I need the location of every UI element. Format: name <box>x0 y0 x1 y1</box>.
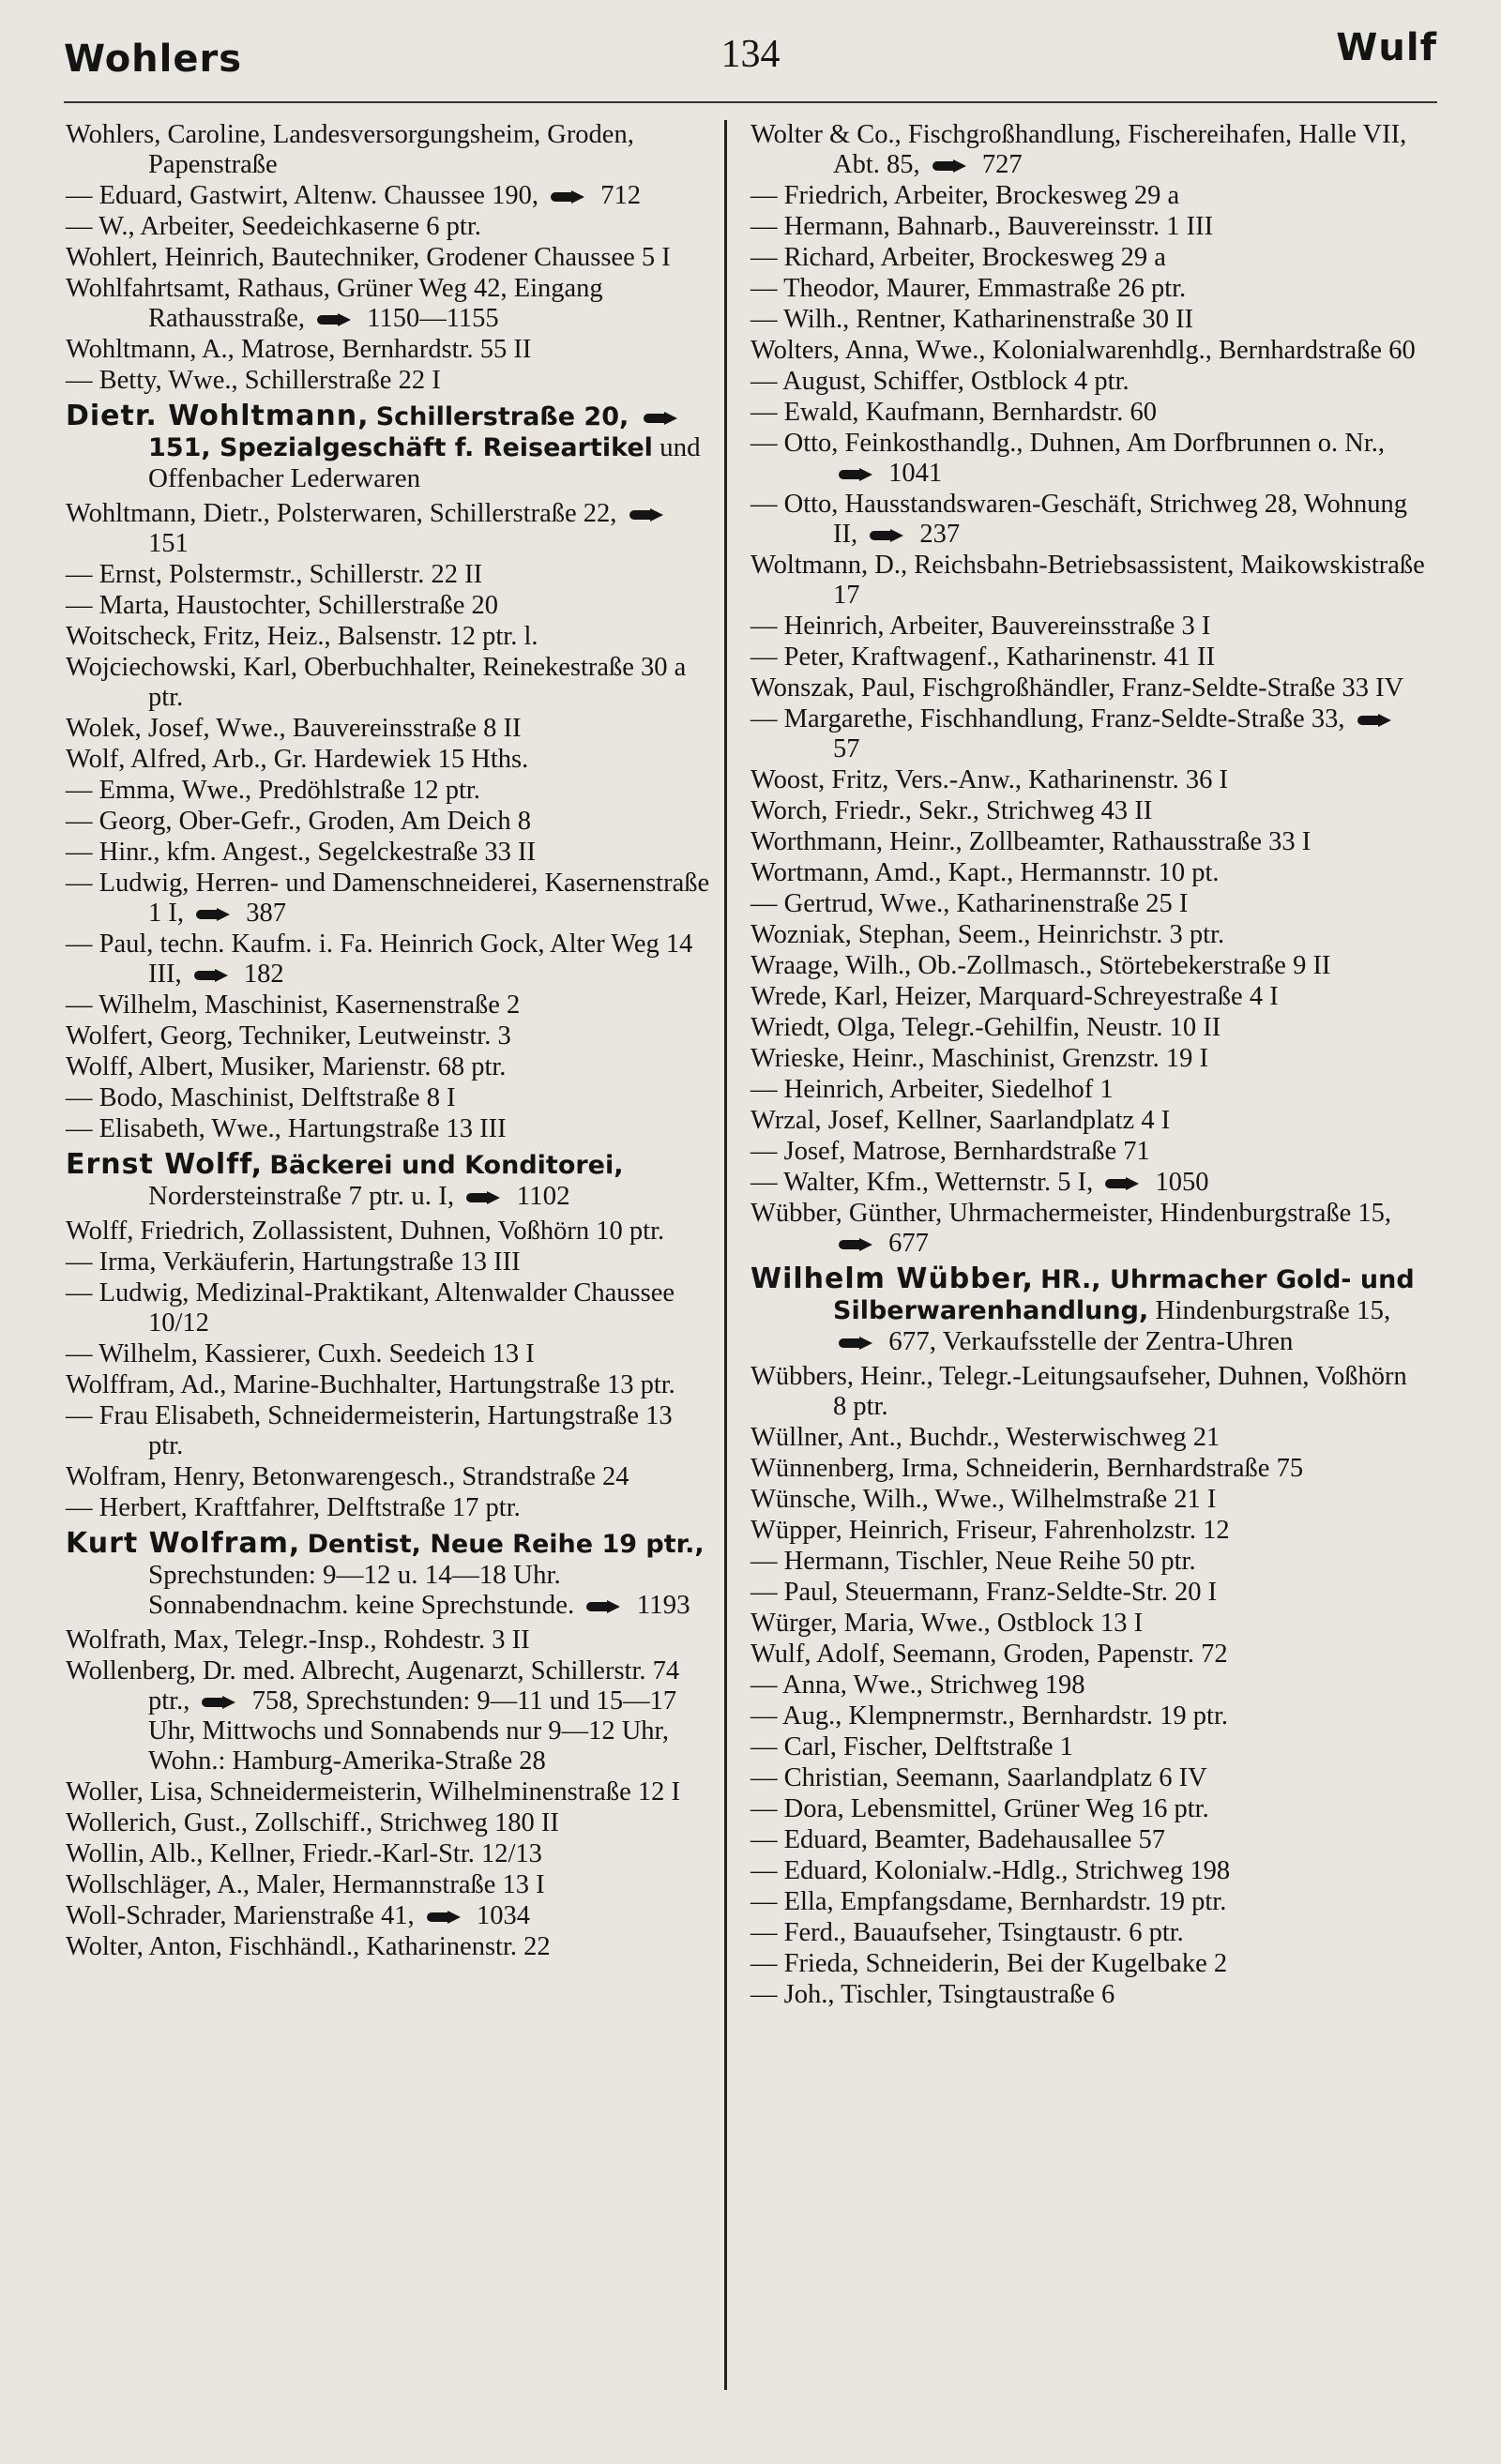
business-name: Ernst Wolff, <box>66 1148 264 1181</box>
directory-entry: — Frau Elisabeth, Schneidermeisterin, Hartungstraße 13 ptr. <box>66 1401 673 1460</box>
directory-entry: — Theodor, Maurer, Emmastraße 26 ptr. <box>750 274 1187 303</box>
directory-entry: Wolter & Co., Fischgroßhandlung, Fischereihafen, Halle VII, Abt. 85, 727 <box>750 120 1407 179</box>
directory-entry: Worch, Friedr., Sekr., Strichweg 43 II <box>750 796 1153 825</box>
telephone-icon <box>586 1599 624 1614</box>
directory-entry: — Hermann, Tischler, Neue Reihe 50 ptr. <box>750 1547 1196 1576</box>
left-column <box>66 120 713 1963</box>
directory-entry: Wolter, Anton, Fischhändl., Katharinenstr. 22 <box>66 1932 551 1961</box>
directory-entry: Wollerich, Gust., Zollschiff., Strichweg 180 II <box>66 1808 559 1837</box>
business-name: Kurt Wolfram, <box>66 1527 301 1560</box>
directory-entry: — Margarethe, Fischhandlung, Franz-Seldte-Straße 33, 57 <box>750 704 1426 764</box>
telephone-icon <box>870 528 907 543</box>
business-detail: Hindenburgstraße 15, 677, Verkaufsstelle der Zentra-Uhren <box>833 1295 1390 1356</box>
directory-entry: — Betty, Wwe., Schillerstraße 22 I <box>66 366 441 395</box>
page-number: 134 <box>720 33 781 76</box>
directory-entry: — Richard, Arbeiter, Brockesweg 29 a <box>750 243 1166 272</box>
directory-entry: Wohltmann, A., Matrose, Bernhardstr. 55 II <box>66 335 532 364</box>
business-detail-bold: Dentist, Neue Reihe 19 ptr., <box>307 1530 705 1559</box>
directory-entry: Wüllner, Ant., Buchdr., Westerwischweg 21 <box>750 1423 1221 1452</box>
directory-entry: — Eduard, Gastwirt, Altenw. Chaussee 190, 712 <box>66 181 641 210</box>
business-detail: Nordersteinstraße 7 ptr. u. I, 1102 <box>148 1181 570 1211</box>
directory-entry: — Carl, Fischer, Delftstraße 1 <box>750 1732 1073 1761</box>
telephone-icon <box>317 312 355 327</box>
directory-entry: Wolfrath, Max, Telegr.-Insp., Rohdestr. 3 II <box>66 1625 530 1655</box>
directory-entry: Woitscheck, Fritz, Heiz., Balsenstr. 12 ptr. l. <box>66 622 538 651</box>
directory-entry: Wüpper, Heinrich, Friseur, Fahrenholzstr. 12 <box>750 1516 1230 1545</box>
directory-entry: Wozniak, Stephan, Seem., Heinrichstr. 3 ptr. <box>750 920 1225 949</box>
directory-entry: — Joh., Tischler, Tsingtaustraße 6 <box>750 1980 1115 2009</box>
directory-entry: — Walter, Kfm., Wetternstr. 5 I, 1050 <box>750 1168 1209 1197</box>
directory-entry: Wonszak, Paul, Fischgroßhändler, Franz-Seldte-Straße 33 IV <box>750 673 1404 703</box>
directory-entry: Wojciechowski, Karl, Oberbuchhalter, Reinekestraße 30 a ptr. <box>66 653 687 712</box>
directory-entry: Wolf, Alfred, Arb., Gr. Hardewiek 15 Hths. <box>66 745 529 774</box>
directory-entry: Wohlers, Caroline, Landesversorgungsheim, Groden, Papenstraße <box>66 120 634 179</box>
directory-entry: Wohltmann, Dietr., Polsterwaren, Schillerstraße 22, 151 <box>66 499 713 559</box>
directory-entry: Wollschläger, A., Maler, Hermannstraße 13 I <box>66 1870 545 1899</box>
directory-entry: Wollin, Alb., Kellner, Friedr.-Karl-Str. 12/13 <box>66 1839 542 1868</box>
directory-entry: — Eduard, Kolonialw.-Hdlg., Strichweg 198 <box>750 1856 1231 1885</box>
directory-entry: Wünnenberg, Irma, Schneiderin, Bernhardstraße 75 <box>750 1454 1304 1483</box>
telephone-icon <box>202 1695 239 1710</box>
header-last-name: Wulf <box>1336 26 1437 69</box>
telephone-icon <box>427 1910 464 1925</box>
header-rule <box>64 101 1437 103</box>
directory-entry: — Peter, Kraftwagenf., Katharinenstr. 41 II <box>750 642 1216 672</box>
directory-entry: Wortmann, Amd., Kapt., Hermannstr. 10 pt. <box>750 858 1220 887</box>
telephone-icon <box>629 507 667 522</box>
directory-entry: Worthmann, Heinr., Zollbeamter, Rathausstraße 33 I <box>750 827 1311 856</box>
directory-entry: Wolek, Josef, Wwe., Bauvereinsstraße 8 II <box>66 714 522 743</box>
directory-entry: Wohlfahrtsamt, Rathaus, Grüner Weg 42, Eingang Rathausstraße, 1150—1155 <box>66 274 603 333</box>
directory-entry: — Herbert, Kraftfahrer, Delftstraße 17 ptr. <box>66 1493 521 1522</box>
directory-entry: — W., Arbeiter, Seedeichkaserne 6 ptr. <box>66 212 481 241</box>
directory-entry: — Bodo, Maschinist, Delftstraße 8 I <box>66 1083 456 1112</box>
telephone-icon <box>1105 1176 1143 1191</box>
telephone-icon <box>839 467 876 482</box>
directory-entry: Wolff, Albert, Musiker, Marienstr. 68 ptr. <box>66 1052 507 1081</box>
directory-entry: — Elisabeth, Wwe., Hartungstraße 13 III <box>66 1114 507 1143</box>
directory-entry: — Friedrich, Arbeiter, Brockesweg 29 a <box>750 181 1180 210</box>
telephone-icon <box>551 189 588 204</box>
telephone-icon <box>644 411 681 426</box>
directory-entry: — Emma, Wwe., Predöhlstraße 12 ptr. <box>66 776 480 805</box>
directory-entry: Wraage, Wilh., Ob.-Zollmasch., Störtebekerstraße 9 II <box>750 951 1331 980</box>
directory-entry: — Frieda, Schneiderin, Bei der Kugelbake 2 <box>750 1949 1228 1978</box>
directory-entry: — Paul, Steuermann, Franz-Seldte-Str. 20 I <box>750 1578 1218 1607</box>
directory-entry: — Ella, Empfangsdame, Bernhardstr. 19 ptr. <box>750 1887 1227 1916</box>
page-header <box>56 26 1445 92</box>
column-divider <box>724 120 727 2390</box>
directory-entry: — Marta, Haustochter, Schillerstraße 20 <box>66 591 499 620</box>
directory-entry: — Ludwig, Medizinal-Praktikant, Altenwalder Chaussee 10/12 <box>66 1278 675 1338</box>
directory-entry: Woll-Schrader, Marienstraße 41, 1034 <box>66 1901 530 1930</box>
business-advertisement-entry <box>66 1150 713 1211</box>
directory-entry: Wrieske, Heinr., Maschinist, Grenzstr. 19 I <box>750 1044 1208 1073</box>
business-advertisement-entry <box>66 401 713 493</box>
directory-entry: Wolfram, Henry, Betonwarengesch., Strandstraße 24 <box>66 1462 629 1491</box>
directory-entry: — Gertrud, Wwe., Katharinenstraße 25 I <box>750 889 1189 918</box>
directory-entry: — Anna, Wwe., Strichweg 198 <box>750 1670 1085 1700</box>
directory-entry: — August, Schiffer, Ostblock 4 ptr. <box>750 367 1130 396</box>
directory-entry: — Eduard, Beamter, Badehausallee 57 <box>750 1825 1166 1854</box>
directory-entry: Wolters, Anna, Wwe., Kolonialwarenhdlg., Bernhardstraße 60 <box>750 336 1416 365</box>
directory-entry: — Otto, Feinkosthandlg., Duhnen, Am Dorfbrunnen o. Nr., 1041 <box>750 429 1386 488</box>
directory-entry: Wübbers, Heinr., Telegr.-Leitungsaufseher, Duhnen, Voßhörn 8 ptr. <box>750 1362 1407 1421</box>
directory-entry: — Irma, Verkäuferin, Hartungstraße 13 III <box>66 1247 521 1277</box>
directory-entry: Würger, Maria, Wwe., Ostblock 13 I <box>750 1609 1144 1638</box>
directory-entry: — Christian, Seemann, Saarlandplatz 6 IV <box>750 1763 1207 1792</box>
business-detail-bold: HR., Uhrmacher Gold- und Silberwarenhandlung, <box>833 1265 1415 1325</box>
telephone-icon <box>932 159 970 174</box>
directory-entry: — Ernst, Polstermstr., Schillerstr. 22 II <box>66 560 483 589</box>
directory-entry: Wolffram, Ad., Marine-Buchhalter, Hartungstraße 13 ptr. <box>66 1370 675 1399</box>
telephone-icon <box>839 1237 876 1252</box>
directory-entry: Wünsche, Wilh., Wwe., Wilhelmstraße 21 I <box>750 1485 1217 1514</box>
telephone-icon <box>1357 713 1395 728</box>
directory-entry: — Josef, Matrose, Bernhardstraße 71 <box>750 1137 1150 1166</box>
directory-entry: — Dora, Lebensmittel, Grüner Weg 16 ptr. <box>750 1794 1209 1823</box>
directory-entry: Wolff, Friedrich, Zollassistent, Duhnen, Voßhörn 10 ptr. <box>66 1217 665 1246</box>
directory-entry: — Wilh., Rentner, Katharinenstraße 30 II <box>750 305 1194 334</box>
business-advertisement-entry <box>66 1529 713 1620</box>
header-first-name: Wohlers <box>64 38 243 81</box>
directory-entry: — Aug., Klempnermstr., Bernhardstr. 19 ptr. <box>750 1701 1228 1731</box>
business-name: Dietr. Wohltmann, <box>66 400 370 432</box>
directory-entry: Wolfert, Georg, Techniker, Leutweinstr. 3 <box>66 1021 511 1051</box>
business-detail: und Offenbacher Lederwaren <box>148 432 701 493</box>
directory-entry: — Paul, techn. Kaufm. i. Fa. Heinrich Gock, Alter Weg 14 III, 182 <box>66 930 693 989</box>
directory-entry: Wrede, Karl, Heizer, Marquard-Schreyestraße 4 I <box>750 982 1279 1011</box>
business-name: Wilhelm Wübber, <box>750 1262 1034 1295</box>
directory-entry: Wulf, Adolf, Seemann, Groden, Papenstr. 72 <box>750 1640 1228 1669</box>
directory-entry: Wohlert, Heinrich, Bautechniker, Grodener Chaussee 5 I <box>66 243 671 272</box>
directory-entry: — Ewald, Kaufmann, Bernhardstr. 60 <box>750 398 1157 427</box>
directory-entry: Woller, Lisa, Schneidermeisterin, Wilhelminenstraße 12 I <box>66 1777 680 1806</box>
directory-entry: — Ferd., Bauaufseher, Tsingtaustr. 6 ptr. <box>750 1918 1184 1947</box>
directory-entry: — Wilhelm, Kassierer, Cuxh. Seedeich 13 I <box>66 1339 535 1368</box>
telephone-icon <box>194 968 232 983</box>
telephone-icon <box>466 1190 504 1205</box>
directory-entry: Wollenberg, Dr. med. Albrecht, Augenarzt, Schillerstr. 74 ptr., 758, Sprechstunden: 9—11 und 15—17 Uhr, Mittwochs und Sonnabends nur 9—12 Uhr, Wohn.: Hamburg-Amerika-Straße 28 <box>66 1656 680 1776</box>
directory-entry: Wrzal, Josef, Kellner, Saarlandplatz 4 I <box>750 1106 1171 1135</box>
business-detail-bold: Schillerstraße 20, 151, Spezialgeschäft f. Reiseartikel <box>148 402 687 462</box>
directory-entry: — Heinrich, Arbeiter, Siedelhof 1 <box>750 1075 1114 1104</box>
directory-entry: — Georg, Ober-Gefr., Groden, Am Deich 8 <box>66 807 531 836</box>
directory-entry: Woost, Fritz, Vers.-Anw., Katharinenstr. 36 I <box>750 765 1229 794</box>
right-column <box>750 120 1426 2011</box>
business-advertisement-entry <box>750 1264 1426 1356</box>
directory-entry: — Wilhelm, Maschinist, Kasernenstraße 2 <box>66 990 521 1020</box>
directory-entry: — Otto, Hausstandswaren-Geschäft, Strichweg 28, Wohnung II, 237 <box>750 490 1408 549</box>
directory-entry: Woltmann, D., Reichsbahn-Betriebsassistent, Maikowskistraße 17 <box>750 551 1425 610</box>
telephone-icon <box>196 907 234 922</box>
directory-entry: — Ludwig, Herren- und Damenschneiderei, Kasernenstraße 1 I, 387 <box>66 869 710 928</box>
directory-entry: Wriedt, Olga, Telegr.-Gehilfin, Neustr. 10 II <box>750 1013 1221 1042</box>
directory-entry: Wübber, Günther, Uhrmachermeister, Hindenburgstraße 15, 677 <box>750 1199 1391 1258</box>
telephone-icon <box>839 1336 876 1351</box>
directory-entry: — Hinr., kfm. Angest., Segelckestraße 33 II <box>66 838 537 867</box>
directory-entry: — Heinrich, Arbeiter, Bauvereinsstraße 3 I <box>750 612 1211 641</box>
business-detail: Sprechstunden: 9—12 u. 14—18 Uhr. Sonnabendnachm. keine Sprechstunde. 1193 <box>148 1560 690 1620</box>
directory-entry: — Hermann, Bahnarb., Bauvereinsstr. 1 III <box>750 212 1214 241</box>
business-detail-bold: Bäckerei und Konditorei, <box>269 1151 624 1180</box>
